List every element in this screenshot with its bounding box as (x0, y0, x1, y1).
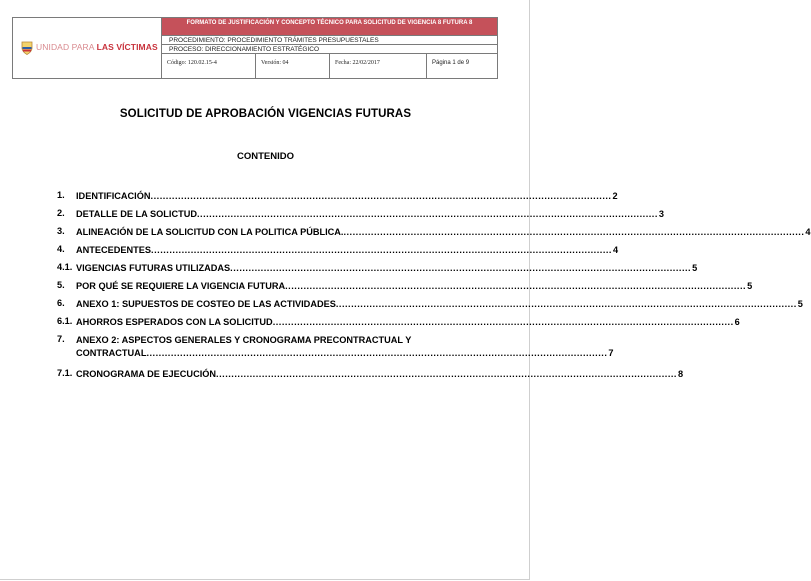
toc-entry-number: 4.1. (57, 262, 73, 272)
toc-entry-page: 5 (747, 281, 753, 291)
date-cell: Fecha: 22/02/2017 (330, 54, 427, 78)
format-title: FORMATO DE JUSTIFICACIÓN Y CONCEPTO TÉCNICO PARA SOLICITUD DE VIGENCIA 8 FUTURA 8 (162, 18, 497, 36)
toc-entry-number: 4. (57, 244, 65, 254)
code-cell: Código: 120.02.15-4 (162, 54, 256, 78)
logo-cell (13, 18, 162, 78)
toc-entry-page: 2 (612, 191, 618, 201)
toc-leader: ....................................................................................................................................................... (335, 299, 797, 309)
page-number-cell: Página 1 de 9 (432, 60, 470, 66)
version-cell: Versión: 04 (256, 54, 330, 78)
toc-heading: CONTENIDO (237, 151, 294, 162)
logo-text (36, 42, 158, 52)
header-meta (162, 54, 497, 78)
document-header (12, 17, 498, 79)
process-label: PROCESO: DIRECCIONAMIENTO ESTRATÉGICO (162, 45, 497, 54)
toc-entry-title: ALINEACIÓN DE LA SOLICITUD CON LA POLITICA PÚBLICA. (76, 227, 344, 237)
toc-entry-title: AHORROS ESPERADOS CON LA SOLICITUD (76, 317, 273, 327)
toc-entry-title-line1: ANEXO 2: ASPECTOS GENERALES Y CRONOGRAMA PRECONTRACTUAL Y (76, 335, 412, 345)
toc-leader: ....................................................................................................................................................... (230, 263, 692, 273)
toc-entry-number: 1. (57, 190, 65, 200)
header-info (162, 18, 497, 78)
toc-leader: ....................................................................................................................................................... (151, 245, 612, 255)
toc-leader: ....................................................................................................................................................... (216, 369, 677, 379)
toc-entry-page: 4 (613, 245, 619, 255)
toc-entry-title: ANTECEDENTES (76, 245, 152, 255)
toc-entry-page: 6 (734, 317, 740, 327)
toc-leader: ....................................................................................................................................................... (146, 348, 608, 358)
coat-of-arms-icon (21, 41, 33, 55)
toc-entry-page: 8 (678, 369, 684, 379)
toc-entry-title: ANEXO 1: SUPUESTOS DE COSTEO DE LAS ACTIVIDADES (76, 299, 336, 309)
toc-entry-number: 7. (57, 334, 65, 344)
toc-entry-page: 3 (658, 209, 665, 219)
toc-entry-title: CRONOGRAMA DE EJECUCIÓN (76, 369, 217, 379)
toc-leader: ....................................................................................................................................................... (150, 191, 612, 201)
toc-entry-title: DETALLE DE LA SOLICTUD (76, 209, 197, 219)
toc-entry-title: VIGENCIAS FUTURAS UTILIZADAS (76, 263, 231, 273)
toc-entry-number: 5. (57, 280, 65, 290)
toc-entry-number: 6.1. (57, 316, 73, 326)
logo-text-line2: LAS VÍCTIMAS (96, 42, 158, 52)
toc-entry-number: 3. (57, 226, 65, 236)
toc-entry-page: 5 (692, 263, 698, 273)
toc-entry-title: POR QUÉ SE REQUIERE LA VIGENCIA FUTURA (76, 281, 286, 291)
procedure-label: PROCEDIMIENTO: PROCEDIMIENTO TRÁMITES PRESUPUESTALES (162, 36, 497, 45)
toc-leader: ....................................................................................................................................................... (343, 227, 805, 237)
toc-entry-title: IDENTIFICACIÓN (76, 191, 151, 201)
toc-entry-number: 7.1. (57, 368, 73, 378)
toc-leader: ....................................................................................................................................................... (285, 281, 747, 291)
logo-text-line1: UNIDAD PARA (36, 42, 95, 52)
toc-entry-page: 5 (797, 299, 803, 309)
toc-entry-number: 6. (57, 298, 65, 308)
toc-entry-number: 2. (57, 208, 65, 218)
toc-leader: ....................................................................................................................................................... (272, 317, 734, 327)
toc-entry-page: 4 (805, 227, 811, 237)
document-title: SOLICITUD DE APROBACIÓN VIGENCIAS FUTURAS (119, 108, 412, 120)
toc-leader: ....................................................................................................................................................... (196, 209, 658, 219)
toc-entry-title: CONTRACTUAL (76, 348, 147, 358)
toc-entry-page: 7 (608, 348, 614, 358)
